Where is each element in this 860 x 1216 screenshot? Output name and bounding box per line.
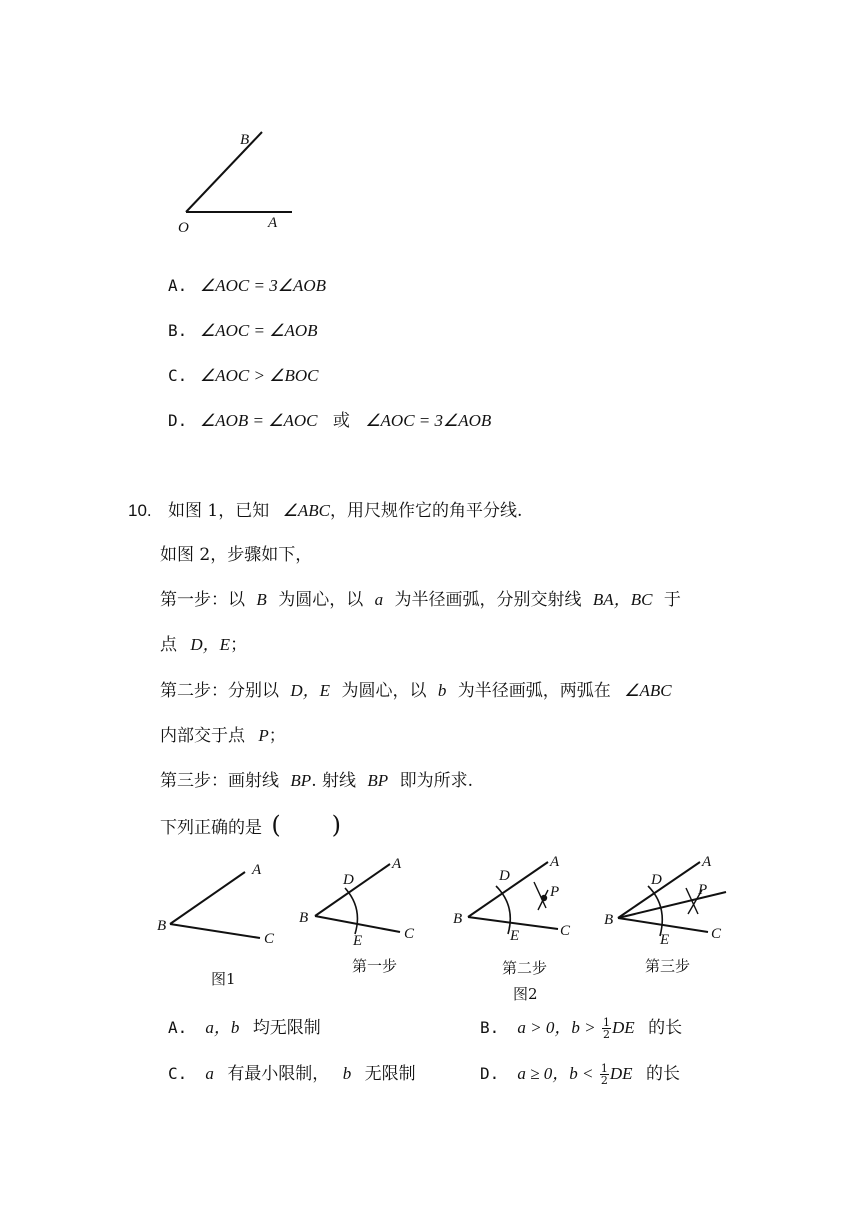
fig1-label-c: C [264, 931, 275, 947]
q10-option-d: D. a ≥ 0，b < $\frac{1}{2}$ DE 的长 [480, 1062, 680, 1087]
step2-label-b: B [453, 911, 463, 927]
q10-option-c: C. a 有最小限制， b 无限制 [168, 1064, 416, 1084]
step1-label-c: C [404, 926, 415, 942]
label-o: O [178, 220, 189, 236]
step2-label-p: P [550, 884, 560, 900]
step1-label-e: E [353, 933, 363, 949]
fig1-caption: 图1 [211, 970, 236, 988]
step2-caption: 第二步 [502, 959, 548, 977]
fig1-label-b: B [157, 918, 167, 934]
label-b: B [240, 132, 250, 148]
q10-line2: 如图 2，步骤如下， [160, 545, 313, 565]
step3-label-c: C [711, 926, 722, 942]
q10-step1-cont: 点 D，E； [160, 635, 248, 655]
step3-label-e: E [660, 932, 670, 948]
fig2-caption: 图2 [513, 985, 538, 1003]
q9-option-d: D. ∠AOB = ∠AOC 或 ∠AOC = 3∠AOB [168, 411, 492, 431]
step1-label-b: B [299, 910, 309, 926]
step1-caption: 第一步 [352, 957, 398, 975]
q10-step3: 第三步：画射线 BP. 射线 BP 即为所求. [160, 771, 473, 791]
label-a: A [268, 215, 278, 231]
q10-option-a: A. a，b 均无限制 [168, 1018, 321, 1038]
figure-1 [150, 850, 290, 950]
step2-label-a: A [550, 854, 560, 870]
step2-label-c: C [560, 923, 571, 939]
q10-question: 下列正确的是 ( ) [160, 811, 341, 839]
step2-label-e: E [510, 928, 520, 944]
step3-label-a: A [702, 854, 712, 870]
figure-step2 [450, 850, 585, 950]
figure-step3 [600, 850, 735, 950]
q10-step2-cont: 内部交于点 P； [160, 726, 286, 746]
q10-step1: 第一步：以 B 为圆心，以 a 为半径画弧，分别交射线 BA，BC 于 [160, 590, 681, 610]
q9-option-a: A. ∠AOC = 3∠AOB [168, 276, 326, 295]
q10-line1: 10. 如图 1，已知 ∠ABC，用尺规作它的角平分线. [128, 501, 523, 521]
step3-label-d: D [651, 872, 662, 888]
q9-option-b: B. ∠AOC = ∠AOB [168, 321, 318, 340]
q9-option-c: C. ∠AOC > ∠BOC [168, 366, 319, 385]
angle-aob-figure [170, 120, 310, 240]
q10-step2: 第二步：分别以 D，E 为圆心，以 b 为半径画弧，两弧在 ∠ABC [160, 681, 672, 701]
step3-label-b: B [604, 912, 614, 928]
step1-label-a: A [392, 856, 402, 872]
q10-option-b: B. a > 0，b > $\frac{1}{2}$ DE 的长 [480, 1016, 683, 1041]
step3-label-p: P [698, 882, 708, 898]
step3-caption: 第三步 [645, 957, 691, 975]
figure-step1 [295, 850, 430, 950]
step2-label-d: D [499, 868, 510, 884]
step1-label-d: D [343, 872, 354, 888]
fig1-label-a: A [252, 862, 262, 878]
